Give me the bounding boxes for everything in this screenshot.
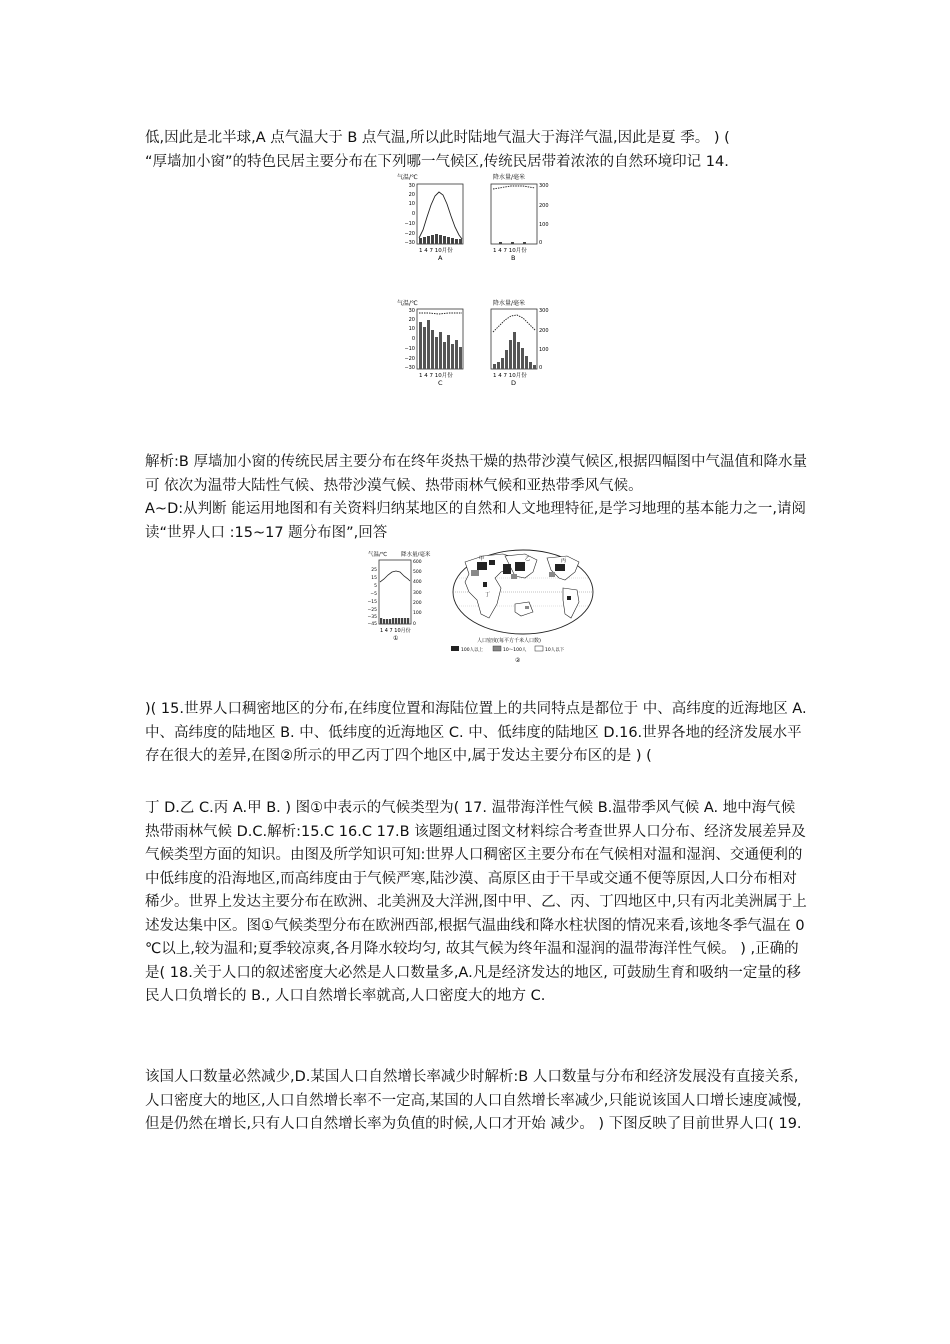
svg-text:25: 25 — [371, 568, 377, 573]
svg-text:5: 5 — [374, 584, 377, 589]
svg-text:200: 200 — [413, 601, 422, 606]
svg-text:B: B — [511, 254, 516, 262]
svg-text:0: 0 — [411, 211, 415, 217]
svg-text:30: 30 — [408, 183, 415, 189]
paragraph-3: 解析:B 厚墙加小窗的传统民居主要分布在终年炎热干燥的热带沙漠气候区,根据四幅图中气温值和降水量可 依次为温带大陆性气候、热带沙漠气候、热带雨林气候和亚热带季风气候。 — [145, 454, 808, 494]
svg-text:30: 30 — [408, 308, 415, 314]
svg-text:−30: −30 — [404, 365, 415, 371]
svg-text:10: 10 — [408, 201, 415, 207]
svg-text:10～100人: 10～100人 — [503, 648, 527, 653]
svg-text:降水量/毫米: 降水量/毫米 — [493, 300, 526, 307]
svg-text:10人以下: 10人以下 — [545, 648, 565, 653]
svg-text:1 4 7 10月份: 1 4 7 10月份 — [419, 248, 453, 254]
climate-chart-b — [491, 173, 549, 262]
svg-text:100人以上: 100人以上 — [461, 648, 484, 653]
svg-text:丙: 丙 — [561, 558, 567, 564]
svg-text:乙: 乙 — [525, 556, 531, 562]
svg-text:②: ② — [515, 657, 521, 664]
svg-text:−35: −35 — [367, 615, 377, 620]
svg-text:0: 0 — [413, 622, 416, 627]
svg-text:−25: −25 — [367, 608, 377, 613]
svg-text:−30: −30 — [404, 240, 415, 246]
svg-text:100: 100 — [539, 222, 549, 228]
svg-text:10: 10 — [408, 326, 415, 332]
svg-text:气温/℃: 气温/℃ — [397, 174, 418, 181]
svg-text:1 4 7 10月份: 1 4 7 10月份 — [493, 248, 527, 254]
svg-text:300: 300 — [539, 308, 549, 314]
svg-text:20: 20 — [408, 192, 415, 198]
svg-text:−10: −10 — [404, 221, 415, 227]
svg-text:300: 300 — [413, 591, 422, 596]
climate-charts-figure — [395, 172, 560, 387]
svg-text:0: 0 — [539, 240, 543, 246]
climate-chart-d — [491, 299, 549, 387]
svg-text:气温/℃: 气温/℃ — [368, 552, 388, 558]
svg-text:200: 200 — [539, 203, 549, 209]
world-population-figure — [365, 548, 600, 673]
svg-text:−45: −45 — [367, 622, 377, 627]
svg-text:1 4 7 10月份: 1 4 7 10月份 — [380, 628, 411, 634]
paragraph-7: 该国人口数量必然减少,D.某国人口自然增长率减少时解析:B 人口数量与分布和经济发展没有直接关系,人口密度大的地区,人口自然增长率不一定高,某国的人口自然增长率减少,只能说该国人口增长速度减慢,但是仍然在增长,只有人口自然增长率为负值的时候,人口才开始 减少。 ) 下图反映了目前世界人口( 19. — [145, 1069, 802, 1132]
svg-text:15: 15 — [371, 576, 377, 581]
svg-text:400: 400 — [413, 580, 422, 585]
svg-text:C: C — [438, 379, 443, 387]
svg-text:−20: −20 — [404, 231, 415, 237]
svg-text:丁: 丁 — [485, 592, 491, 598]
paragraph-5: )( 15.世界人口稠密地区的分布,在纬度位置和海陆位置上的共同特点是都位于 中、高纬度的近海地区 A. 中、高纬度的陆地区 B. 中、低纬度的近海地区 C. 中、低纬度的陆地区 D.16.世界各地的经济发展水平存在很大的差异,在图②所示的甲乙丙丁四个地区中,属于发达主要分布区的是 ) ( — [145, 701, 807, 764]
paragraph-2: “厚墙加小窗”的特色民居主要分布在下列哪一气候区,传统民居带着浓浓的自然环境印记 14. — [145, 154, 729, 170]
svg-text:人口密度(每平方千米人口数): 人口密度(每平方千米人口数) — [477, 638, 541, 644]
svg-text:0: 0 — [539, 365, 543, 371]
svg-text:100: 100 — [539, 347, 549, 353]
svg-text:20: 20 — [408, 317, 415, 323]
svg-text:−20: −20 — [404, 356, 415, 362]
paragraph-1: 低,因此是北半球,A 点气温大于 B 点气温,所以此时陆地气温大于海洋气温,因此是夏 季。 ) ( — [145, 130, 730, 146]
svg-text:500: 500 — [413, 570, 422, 575]
svg-text:①: ① — [393, 635, 399, 642]
svg-text:100: 100 — [413, 611, 422, 616]
svg-text:300: 300 — [539, 183, 549, 189]
climate-chart-1 — [368, 550, 431, 642]
svg-text:1 4 7 10月份: 1 4 7 10月份 — [419, 373, 453, 379]
paragraph-6: 丁 D.乙 C.丙 A.甲 B. ) 图①中表示的气候类型为( 17. 温带海洋性气候 B.温带季风气候 A. 地中海气候 热带雨林气候 D.C.解析:15.C 16.C 17.B 该题组通过图文材料综合考查世界人口分布、经济发展差异及气候类型方面的知识。由图及所学知识可知:世界人口稠密区主要分布在气候相对温和湿润、交通便利的中低纬度的沿海地区,而高纬度由于气候严寒,陆沙漠、高原区由于干旱或交通不便等原因,人口分布相对稀少。世界上发达主要分布在欧洲、北美洲及大洋洲,图中甲、乙、丙、丁四地区中,只有丙北美洲属于上述发达集中区。图①气候类型分布在欧洲西部,根据气温曲线和降水柱状图的情况来看,该地冬季气温在 0 ℃以上,较为温和;夏季较凉爽,各月降水较均匀, 故其气候为终年温和湿润的温带海洋性气候。 ) ,正确的是( 18.关于人口的叙述密度大必然是人口数量多,A.凡是经济发达的地区, 可鼓励生育和吸纳一定量的移民人口负增长的 B., 人口自然增长率就高,人口密度大的地方 C. — [145, 800, 807, 1004]
svg-text:甲: 甲 — [479, 556, 485, 562]
climate-chart-c — [397, 299, 463, 387]
svg-text:0: 0 — [411, 336, 415, 342]
svg-text:−15: −15 — [367, 600, 377, 605]
svg-text:−10: −10 — [404, 346, 415, 352]
svg-text:降水量/毫米: 降水量/毫米 — [401, 552, 431, 558]
svg-text:气温/℃: 气温/℃ — [397, 300, 418, 307]
world-map — [451, 550, 593, 664]
svg-text:200: 200 — [539, 328, 549, 334]
svg-text:1 4 7 10月份: 1 4 7 10月份 — [493, 373, 527, 379]
svg-text:降水量/毫米: 降水量/毫米 — [493, 174, 526, 181]
svg-text:D: D — [511, 379, 517, 387]
svg-text:A: A — [438, 254, 443, 262]
svg-text:−5: −5 — [370, 592, 377, 597]
paragraph-4: A~D:从判断 能运用地图和有关资料归纳某地区的自然和人文地理特征,是学习地理的基本能力之一,请阅读“世界人口 :15~17 题分布图”,回答 — [145, 501, 806, 541]
climate-chart-a — [397, 173, 463, 262]
svg-text:600: 600 — [413, 560, 422, 565]
